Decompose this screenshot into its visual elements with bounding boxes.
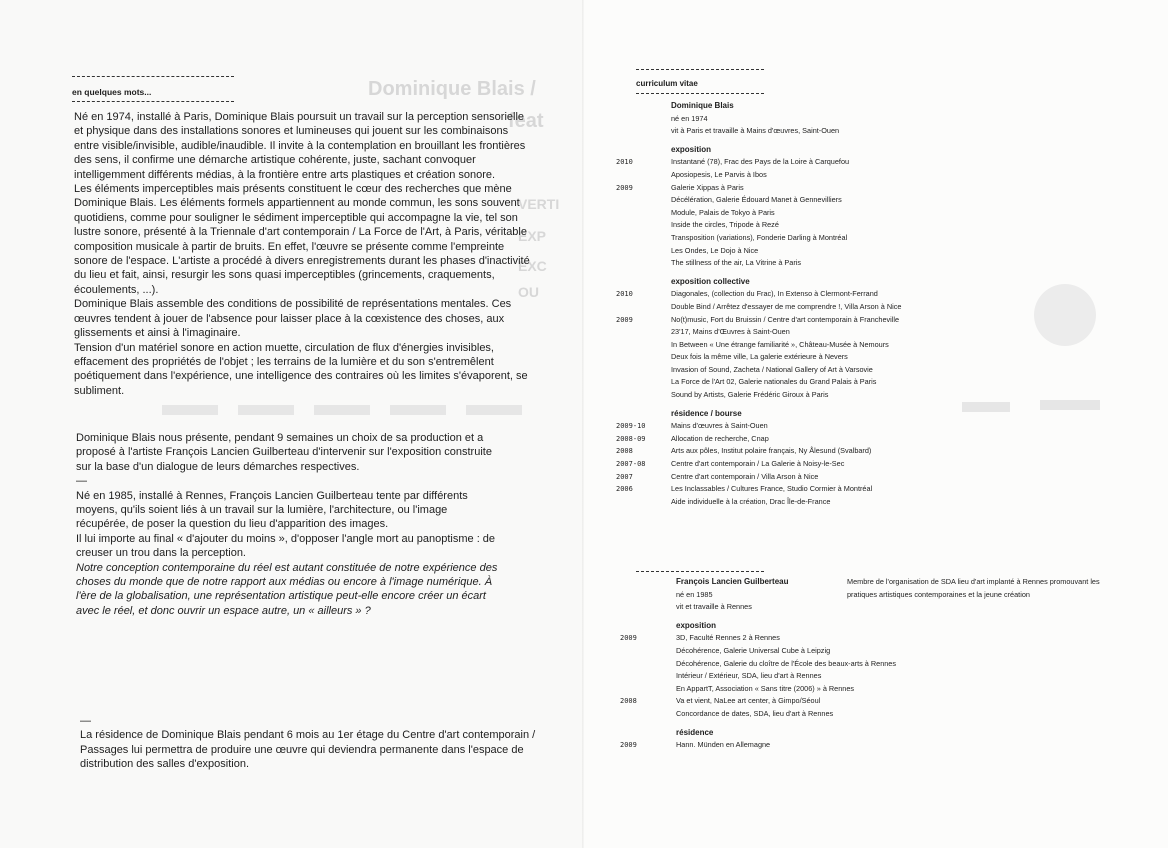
residency-list bbox=[616, 420, 1136, 508]
cv-row bbox=[620, 695, 1140, 708]
cv-entry: Décohérence, Galerie du cloître de l'École des beaux-arts à Rennes bbox=[676, 658, 897, 668]
cv-row bbox=[616, 445, 1136, 458]
section-heading: en quelques mots... bbox=[72, 87, 152, 97]
cv-entry: Va et vient, NaLee art center, à Gimpo/Séoul bbox=[676, 696, 821, 706]
ghost-bar bbox=[390, 405, 446, 415]
ghost-title: Dominique Blais / bbox=[368, 78, 536, 100]
cv-heading: curriculum vitae bbox=[636, 79, 698, 88]
ghost-text: VERTI bbox=[518, 196, 560, 212]
artist-name: Dominique Blais bbox=[671, 101, 734, 110]
cv-row bbox=[616, 496, 1136, 509]
ghost-bar bbox=[314, 405, 370, 415]
cv-entry: Sound by Artists, Galerie Frédéric Giroux à Paris bbox=[671, 390, 829, 400]
cv-row bbox=[620, 645, 1140, 658]
cv-entry: Les Ondes, Le Dojo à Nice bbox=[671, 245, 759, 255]
cv-year: 2008-09 bbox=[616, 434, 646, 443]
paragraph: Tension d'un matériel sonore en action muette, circulation de flux d'énergies invisibles, effacement des propriétés de l'objet ; les terrains de la lumière et du son s'entremêlent poétiquement dans l'expérience, une intelligence des contraires où les limites s'évaporent, se subliment. bbox=[74, 341, 528, 397]
ghost-bar bbox=[238, 405, 294, 415]
cv-entry: Les Inclassables / Cultures France, Studio Cormier à Montréal bbox=[671, 484, 873, 494]
intro-text bbox=[74, 110, 536, 398]
cv-entry: 23'17, Mains d'Œuvres à Saint-Ouen bbox=[671, 327, 790, 337]
lives: vit et travaille à Rennes bbox=[676, 602, 752, 612]
cv-entry: Instantané (78), Frac des Pays de la Loire à Carquefou bbox=[671, 157, 850, 167]
paragraph: La résidence de Dominique Blais pendant 6 mois au 1er étage du Centre d'art contemporain / Passages lui permettra de produire une œuvre qui deviendra permanente dans l'espace de distribution des salles d'exposition. bbox=[80, 729, 536, 771]
exhibition-list bbox=[616, 156, 1136, 269]
sda-note: Membre de l'organisation de SDA lieu d'art implanté à Rennes promouvant les pratiques artistiques contemporaines et la jeune création bbox=[847, 577, 1100, 599]
cv-row bbox=[616, 458, 1136, 471]
cv-row bbox=[616, 207, 1136, 220]
heading-rule bbox=[72, 76, 234, 77]
heading-rule bbox=[636, 93, 764, 94]
cv-entry: The stillness of the air, La Vitrine à Paris bbox=[671, 258, 802, 268]
cv-entry: En AppartT, Association « Sans titre (2006) » à Rennes bbox=[676, 683, 855, 693]
paragraph: Né en 1985, installé à Rennes, François Lancien Guilberteau tente par différents moyens, qu'ils soient liés à un travail sur la lumière, l'architecture, ou l'image récupérée, de poser la question du lieu d'apparition des images. bbox=[76, 489, 468, 531]
section-title: exposition bbox=[671, 144, 712, 154]
cv-row bbox=[616, 483, 1136, 496]
cv-row bbox=[616, 194, 1136, 207]
cv-lancien bbox=[620, 576, 1140, 752]
cv-row bbox=[616, 326, 1136, 339]
residency-list bbox=[620, 739, 1140, 752]
cv-year: 2008 bbox=[616, 447, 633, 456]
cv-row bbox=[616, 219, 1136, 232]
cv-row bbox=[620, 739, 1140, 752]
cv-entry: No(t)music, Fort du Bruissin / Centre d'art contemporain à Francheville bbox=[671, 314, 900, 324]
heading-rule bbox=[72, 101, 234, 102]
cv-entry: La Force de l'Art 02, Galerie nationales du Grand Palais à Paris bbox=[671, 377, 877, 387]
cv-year: 2009 bbox=[616, 315, 633, 324]
cv-row bbox=[616, 339, 1136, 352]
cv-year: 2007-08 bbox=[616, 460, 646, 469]
cv-entry: Allocation de recherche, Cnap bbox=[671, 433, 769, 443]
cv-row bbox=[616, 351, 1136, 364]
ghost-title: feat bbox=[508, 110, 544, 132]
heading-rule bbox=[636, 571, 764, 572]
cv-row bbox=[616, 433, 1136, 446]
cv-entry: Module, Palais de Tokyo à Paris bbox=[671, 207, 775, 217]
paragraph: Dominique Blais nous présente, pendant 9 semaines un choix de sa production et a proposé à l'artiste François Lancien Guilberteau d'intervenir sur l'exposition construite sur la base d'un dialogue de leurs démarches respectives. bbox=[76, 432, 492, 473]
cv-entry: Centre d'art contemporain / Villa Arson à Nice bbox=[671, 471, 819, 481]
cv-year: 2009 bbox=[616, 183, 633, 192]
cv-entry: Galerie Xippas à Paris bbox=[671, 182, 744, 192]
cv-row bbox=[616, 169, 1136, 182]
ghost-text: OU bbox=[518, 284, 539, 300]
cv-entry: Mains d'œuvres à Saint-Ouen bbox=[671, 421, 768, 431]
born: né en 1985 bbox=[676, 589, 713, 599]
ghost-bar bbox=[162, 405, 218, 415]
cv-year: 2010 bbox=[616, 290, 633, 299]
heading-rule bbox=[636, 69, 764, 70]
cv-row bbox=[616, 156, 1136, 169]
cv-row bbox=[616, 389, 1136, 402]
cv-row bbox=[620, 670, 1140, 683]
born: né en 1974 bbox=[671, 113, 708, 123]
cv-row bbox=[620, 632, 1140, 645]
cv-row bbox=[616, 471, 1136, 484]
cv-row bbox=[620, 708, 1140, 721]
cv-row bbox=[616, 376, 1136, 389]
cv-row bbox=[620, 658, 1140, 671]
cv-row bbox=[616, 232, 1136, 245]
group-exhibition-list bbox=[616, 288, 1136, 401]
section-title: exposition bbox=[676, 620, 717, 630]
cv-row bbox=[616, 245, 1136, 258]
cv-entry: Aide individuelle à la création, Drac Île-de-France bbox=[671, 496, 831, 506]
cv-year: 2009-10 bbox=[616, 422, 646, 431]
section-title: résidence bbox=[676, 727, 714, 737]
section-title: exposition collective bbox=[671, 276, 750, 286]
cv-entry: Diagonales, (collection du Frac), In Extenso à Clermont-Ferrand bbox=[671, 289, 878, 299]
cv-blais bbox=[616, 100, 1136, 508]
guest-text bbox=[76, 431, 498, 618]
dash: — bbox=[80, 715, 91, 727]
cv-year: 2009 bbox=[620, 634, 637, 643]
cv-entry: Intérieur / Extérieur, SDA, lieu d'art à Rennes bbox=[676, 671, 822, 681]
paragraph: Il lui importe au final « d'ajouter du moins », d'opposer l'angle mort au panoptisme : de creuser un trou dans la perception. bbox=[76, 532, 496, 560]
paragraph: Dominique Blais assemble des conditions de possibilité de représentations mentales. Ces œuvres tendent à jouer de l'absence pour laisser place à la cœxistence des choses, aux glissements et ainsi à l'imaginaire. bbox=[74, 298, 512, 340]
right-page bbox=[584, 0, 1168, 848]
cv-entry: 3D, Faculté Rennes 2 à Rennes bbox=[676, 633, 780, 643]
cv-row bbox=[620, 683, 1140, 696]
ghost-text: EXC bbox=[518, 258, 547, 274]
cv-row bbox=[616, 257, 1136, 270]
paragraph: Les éléments imperceptibles mais présents constituent le cœur des recherches que mène Dominique Blais. Les éléments formels appartiennent au monde commun, les sons souvent quotidiens, comme pour souligner le sédiment imperceptible qui accompagne la vie, tel son lustre sonore, présenté à la Triennale d'art contemporain / La Force de l'Art, à Paris, véritable composition musicale à partir de bruits. En effet, l'œuvre se présente comme l'empreinte sonore de l'espace. L'artiste a procédé à divers enregistrements durant les phases d'inactivité du lieu et fait, ainsi, resurgir les sons quasi imperceptibles (grincements, craquements, écoulements, ...). bbox=[74, 183, 530, 296]
cv-entry: Inside the circles, Tripode à Rezé bbox=[671, 220, 779, 230]
cv-year: 2006 bbox=[616, 485, 633, 494]
cv-entry: Hann. Münden en Allemagne bbox=[676, 740, 771, 750]
quote-paragraph: Notre conception contemporaine du réel est autant constituée de notre expérience des choses du monde que de notre rapport aux médias ou encore à l'image numérique. À l'ère de la globalisation, une représentation artistique peut-elle encore créer un écart avec le réel, et donc ouvrir un espace autre, un « ailleurs » ? bbox=[76, 561, 498, 617]
cv-row bbox=[616, 301, 1136, 314]
residence-text bbox=[80, 714, 544, 772]
cv-entry: Invasion of Sound, Zacheta / National Gallery of Art à Varsovie bbox=[671, 364, 873, 374]
cv-year: 2009 bbox=[620, 741, 637, 750]
cv-row bbox=[616, 288, 1136, 301]
cv-row bbox=[616, 314, 1136, 327]
cv-row bbox=[616, 182, 1136, 195]
cv-entry: In Between « Une étrange familiarité », Château-Musée à Nemours bbox=[671, 339, 889, 349]
cv-entry: Concordance de dates, SDA, lieu d'art à Rennes bbox=[676, 708, 834, 718]
cv-entry: Décohérence, Galerie Universal Cube à Leipzig bbox=[676, 645, 831, 655]
cv-entry: Centre d'art contemporain / La Galerie à Noisy-le-Sec bbox=[671, 459, 845, 469]
ghost-bar bbox=[466, 405, 522, 415]
cv-entry: Aposiopesis, Le Parvis à Ibos bbox=[671, 169, 767, 179]
cv-row bbox=[616, 364, 1136, 377]
cv-year: 2007 bbox=[616, 472, 633, 481]
cv-entry: Double Bind / Arrêtez d'essayer de me comprendre !, Villa Arson à Nice bbox=[671, 301, 902, 311]
artist-name: François Lancien Guilberteau bbox=[676, 577, 789, 586]
lives: vit à Paris et travaille à Mains d'œuvres, Saint-Ouen bbox=[671, 126, 840, 136]
cv-row bbox=[616, 420, 1136, 433]
dash: — bbox=[76, 475, 87, 488]
section-title: résidence / bourse bbox=[671, 408, 742, 418]
cv-year: 2008 bbox=[620, 697, 637, 706]
cv-entry: Décélération, Galerie Édouard Manet à Gennevilliers bbox=[671, 195, 842, 205]
paragraph: Né en 1974, installé à Paris, Dominique Blais poursuit un travail sur la perception sensorielle et physique dans des installations sonores et lumineuses qui jouent sur les combinaisons entre visible/invisible, audible/inaudible. Il invite à la contemplation en brouillant les frontières des sens, il confirme une démarche artistique cohérente, juste, sachant convoquer intelligemment différents médias, à la frontière entre arts plastiques et création sonore. bbox=[74, 111, 526, 181]
cv-entry: Transposition (variations), Fonderie Darling à Montréal bbox=[671, 232, 848, 242]
cv-entry: Arts aux pôles, Institut polaire français, Ny Ålesund (Svalbard) bbox=[671, 446, 872, 456]
cv-entry: Deux fois la même ville, La galerie extérieure à Nevers bbox=[671, 352, 848, 362]
exhibition-list bbox=[620, 632, 1140, 720]
cv-year: 2010 bbox=[616, 158, 633, 167]
ghost-text: EXP bbox=[518, 228, 547, 244]
